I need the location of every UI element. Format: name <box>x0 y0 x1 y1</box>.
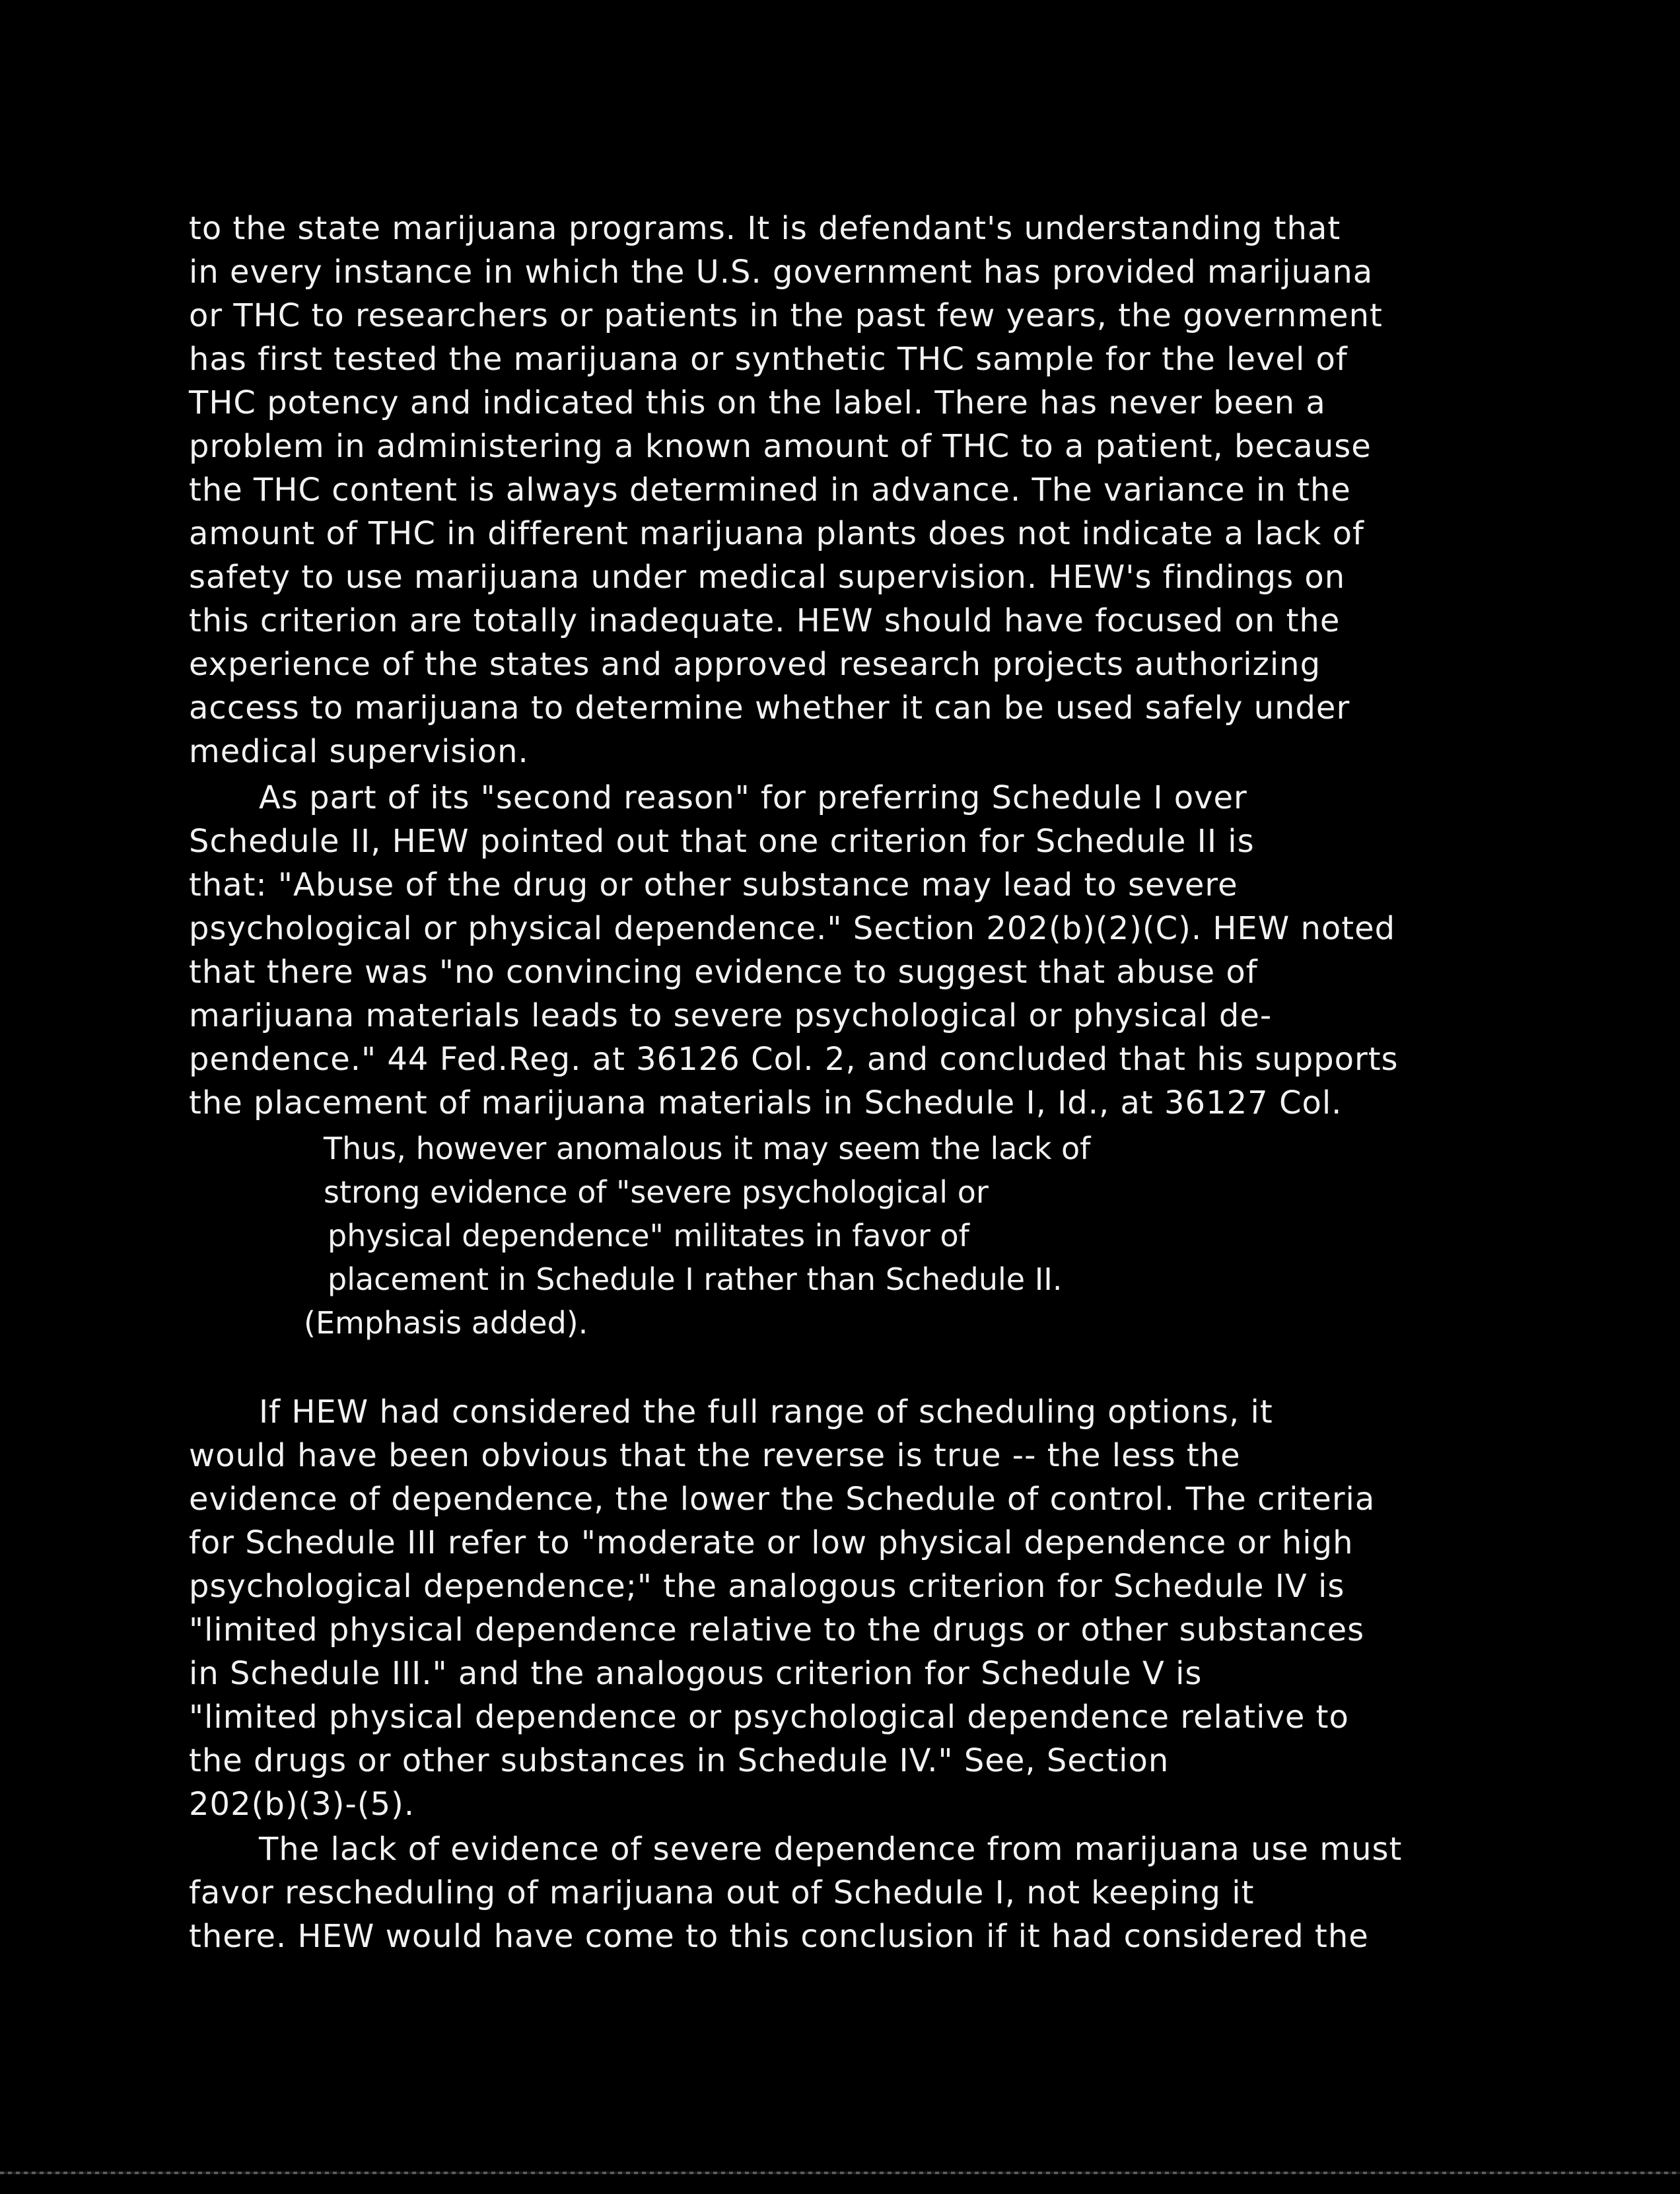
text-line: that: "Abuse of the drug or other substance may lead to severe <box>189 867 1238 903</box>
text-line: As part of its "second reason" for preferring Schedule I over <box>259 779 1247 816</box>
text-line: 202(b)(3)-(5). <box>189 1786 415 1823</box>
emphasis-note: (Emphasis added). <box>304 1305 588 1341</box>
text-line: the drugs or other substances in Schedule IV." See, Section <box>189 1742 1170 1779</box>
text-line: in Schedule III." and the analogous criterion for Schedule V is <box>189 1655 1203 1692</box>
text-line: or THC to researchers or patients in the past few years, the government <box>189 297 1383 334</box>
text-line: the THC content is always determined in advance. The variance in the <box>189 472 1351 509</box>
block-quote-line: strong evidence of "severe psychological or <box>324 1174 989 1210</box>
text-line: the placement of marijuana materials in Schedule I, Id., at 36127 Col. <box>189 1084 1343 1121</box>
text-line: psychological dependence;" the analogous criterion for Schedule IV is <box>189 1568 1345 1605</box>
text-line: this criterion are totally inadequate. HEW should have focused on the <box>189 602 1341 639</box>
text-line: pendence." 44 Fed.Reg. at 36126 Col. 2, and concluded that his supports <box>189 1041 1399 1078</box>
text-line: that there was "no convincing evidence to suggest that abuse of <box>189 954 1258 991</box>
text-line: access to marijuana to determine whether it can be used safely under <box>189 690 1350 726</box>
scan-edge-line <box>0 2172 1680 2174</box>
text-line: psychological or physical dependence." Section 202(b)(2)(C). HEW noted <box>189 910 1396 947</box>
text-line: "limited physical dependence relative to the drugs or other substances <box>189 1611 1365 1648</box>
block-quote-line: placement in Schedule I rather than Schedule II. <box>328 1261 1063 1297</box>
text-line: would have been obvious that the reverse is true -- the less the <box>189 1437 1241 1474</box>
text-line: The lack of evidence of severe dependence from marijuana use must <box>259 1831 1403 1868</box>
text-line: If HEW had considered the full range of scheduling options, it <box>259 1394 1273 1431</box>
text-line: favor rescheduling of marijuana out of Schedule I, not keeping it <box>189 1874 1255 1911</box>
text-line: Schedule II, HEW pointed out that one criterion for Schedule II is <box>189 823 1255 860</box>
text-line: to the state marijuana programs. It is defendant's understanding that <box>189 210 1341 247</box>
text-line: there. HEW would have come to this conclusion if it had considered the <box>189 1918 1369 1955</box>
text-line: amount of THC in different marijuana plants does not indicate a lack of <box>189 515 1364 552</box>
text-line: marijuana materials leads to severe psychological or physical de- <box>189 997 1273 1034</box>
text-line: problem in administering a known amount of THC to a patient, because <box>189 428 1372 465</box>
text-line: for Schedule III refer to "moderate or low physical dependence or high <box>189 1524 1354 1561</box>
text-line: experience of the states and approved research projects authorizing <box>189 646 1321 683</box>
text-line: THC potency and indicated this on the label. There has never been a <box>189 384 1326 421</box>
block-quote-line: physical dependence" militates in favor of <box>328 1218 969 1254</box>
text-line: evidence of dependence, the lower the Schedule of control. The criteria <box>189 1481 1376 1518</box>
text-line: safety to use marijuana under medical supervision. HEW's findings on <box>189 559 1346 596</box>
block-quote-line: Thus, however anomalous it may seem the lack of <box>324 1131 1091 1166</box>
text-line: has first tested the marijuana or synthetic THC sample for the level of <box>189 341 1348 378</box>
text-line: medical supervision. <box>189 733 529 770</box>
text-line: in every instance in which the U.S. government has provided marijuana <box>189 254 1374 291</box>
text-line: "limited physical dependence or psychological dependence relative to <box>189 1699 1349 1736</box>
